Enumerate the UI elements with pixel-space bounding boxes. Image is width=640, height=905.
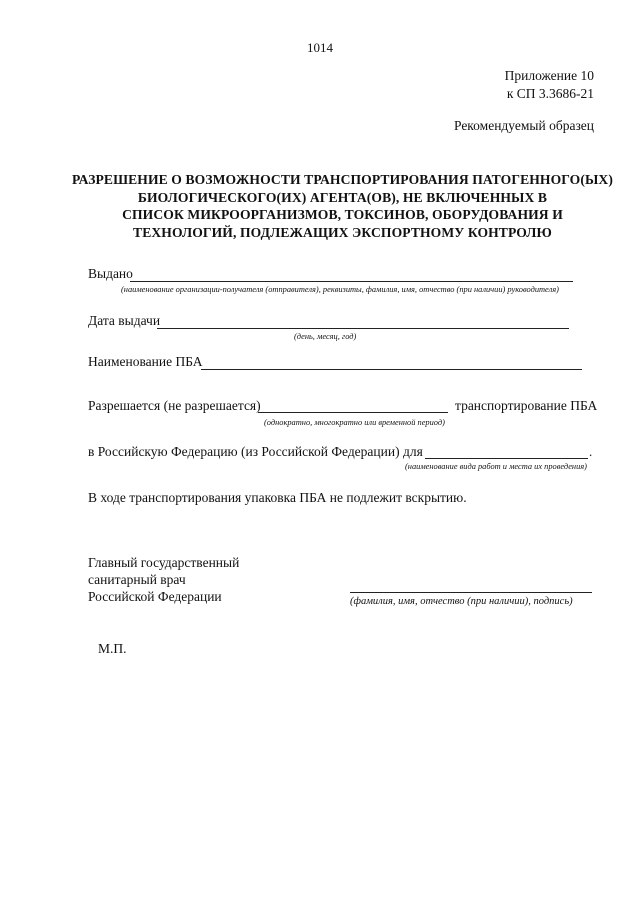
pba-name-label: Наименование ПБА (88, 354, 203, 369)
date-hint: (день, месяц, год) (294, 332, 357, 341)
signatory-line-2: санитарный врач (88, 572, 186, 587)
title-line-2: БИОЛОГИЧЕСКОГО(ИХ) АГЕНТА(ОВ), НЕ ВКЛЮЧЕННЫХ В (137, 189, 548, 205)
permit-hint: (однократно, многократно или временной период) (264, 418, 445, 427)
date-label: Дата выдачи (88, 313, 161, 328)
date-line[interactable] (157, 328, 569, 329)
title-line-3: СПИСОК МИКРООРГАНИЗМОВ, ТОКСИНОВ, ОБОРУДОВАНИЯ И (122, 207, 563, 222)
document-title (70, 171, 615, 241)
signature-line[interactable] (350, 592, 592, 593)
permit-suffix: транспортирование ПБА (455, 398, 598, 413)
annex-reference (505, 67, 594, 103)
page-number: 1014 (307, 40, 333, 55)
seal-mark: М.П. (98, 641, 127, 656)
issued-label: Выдано (88, 266, 133, 281)
permit-line[interactable] (258, 412, 448, 413)
issued-hint: (наименование организации-получателя (отправителя), реквизиты, фамилия, имя, отчество (при наличии) руководителя) (121, 285, 559, 294)
title-line-1: РАЗРЕШЕНИЕ О ВОЗМОЖНОСТИ ТРАНСПОРТИРОВАНИЯ ПАТОГЕННОГО(ЫХ) (72, 172, 613, 187)
packaging-note: В ходе транспортирования упаковка ПБА не подлежит вскрытию. (88, 490, 467, 505)
permit-label: Разрешается (не разрешается) (88, 398, 261, 413)
pba-name-line[interactable] (201, 369, 582, 370)
title-line-4: ТЕХНОЛОГИЙ, ПОДЛЕЖАЩИХ ЭКСПОРТНОМУ КОНТРОЛЮ (133, 224, 552, 240)
signatory-title (88, 554, 239, 605)
rf-label: в Российскую Федерацию (из Российской Федерации) для (88, 444, 423, 459)
signature-hint: (фамилия, имя, отчество (при наличии), подпись) (350, 596, 573, 607)
signatory-line-1: Главный государственный (88, 555, 240, 570)
rf-dot: . (589, 444, 593, 459)
signatory-line-3: Российской Федерации (88, 589, 222, 604)
annex-line-2: к СП 3.3686-21 (506, 86, 594, 101)
rf-line[interactable] (425, 458, 588, 459)
rf-hint: (наименование вида работ и места их проведения) (405, 462, 587, 471)
annex-line-1: Приложение 10 (504, 68, 594, 83)
sample-note: Рекомендуемый образец (453, 118, 594, 133)
issued-line[interactable] (130, 281, 573, 282)
